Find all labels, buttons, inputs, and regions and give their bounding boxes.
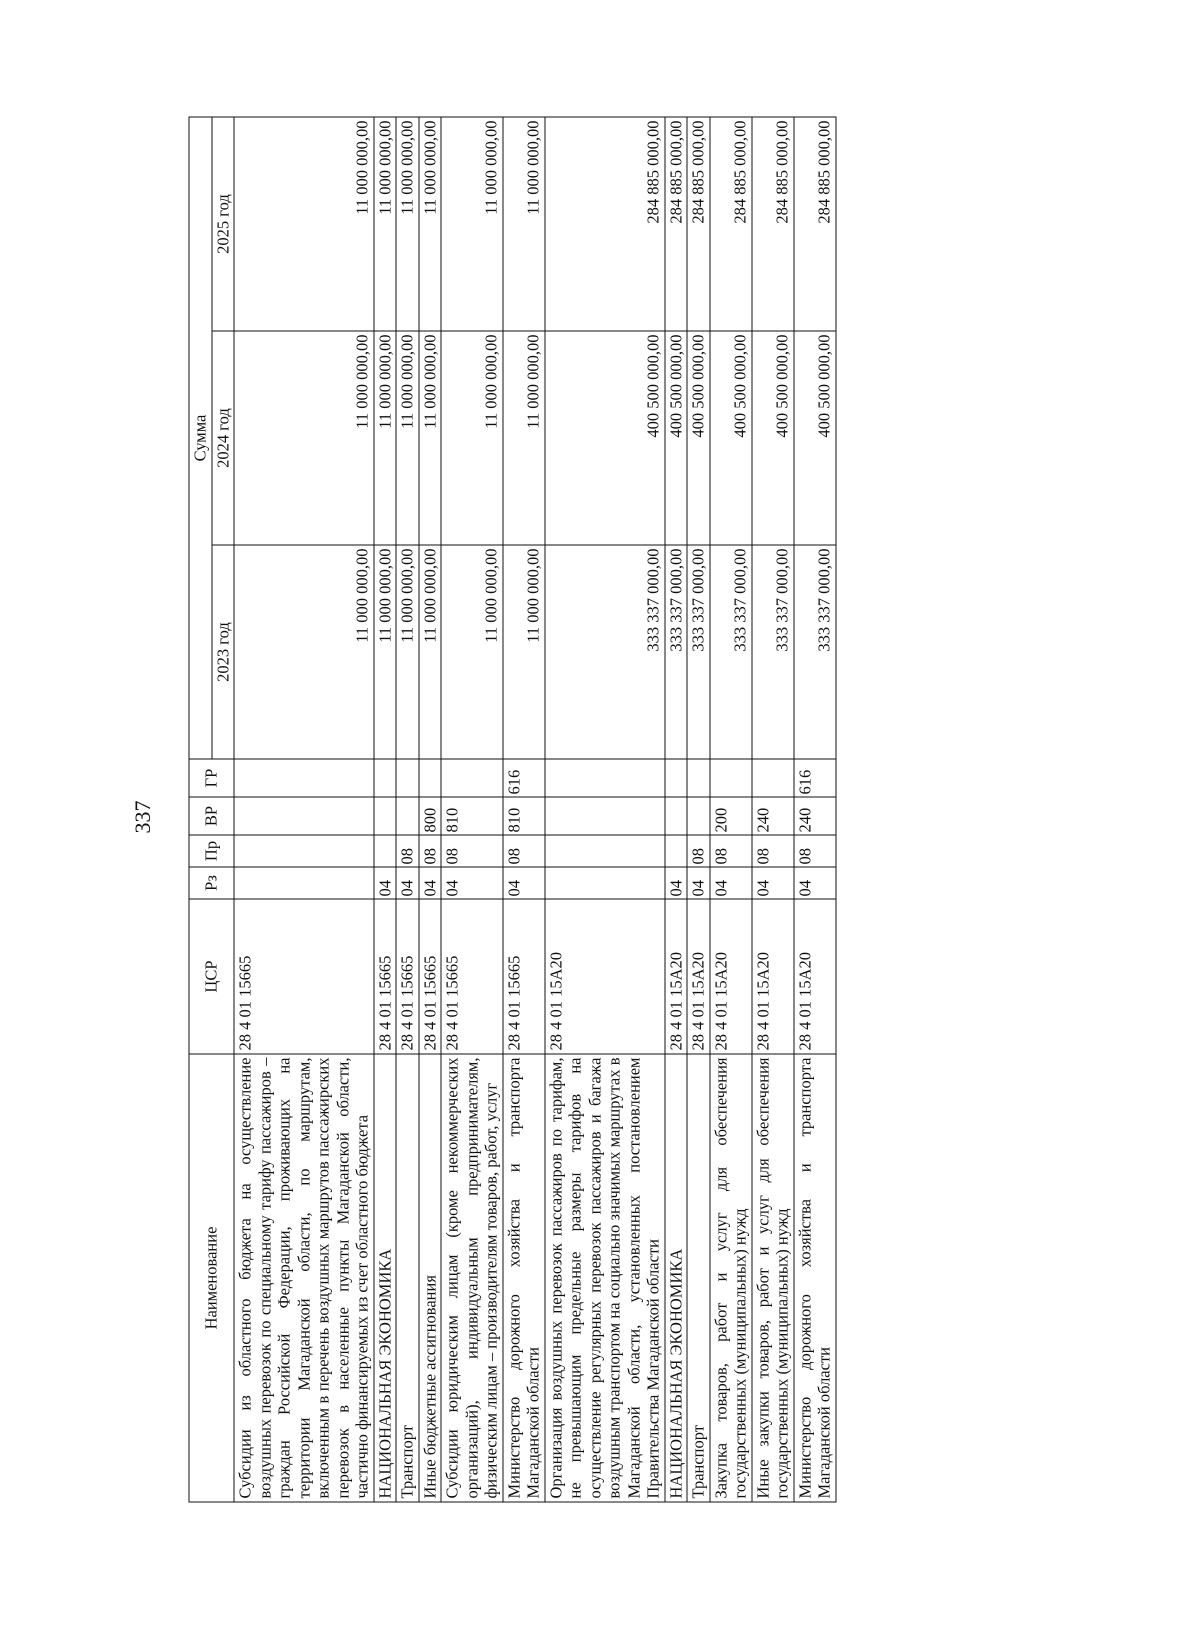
row-vr: 200 [709, 797, 751, 835]
row-csr: 28 4 01 15665 [373, 899, 396, 1054]
row-2023: 11 000 000,00 [396, 545, 419, 759]
row-pr: 08 [793, 835, 835, 867]
row-name: Иные бюджетные ассигнования [418, 1054, 441, 1502]
row-2024: 11 000 000,00 [396, 331, 419, 545]
row-vr [234, 797, 374, 835]
row-rz: 04 [709, 867, 751, 899]
row-csr: 28 4 01 15А20 [793, 899, 835, 1054]
row-gr [544, 759, 664, 797]
table-row [502, 117, 544, 1502]
row-rz: 04 [793, 867, 835, 899]
row-gr [234, 759, 374, 797]
row-pr: 08 [502, 835, 544, 867]
row-pr [664, 835, 687, 867]
page-number: 337 [130, 800, 155, 834]
row-2024: 400 500 000,00 [544, 331, 664, 545]
table-row [418, 117, 441, 1502]
row-pr [373, 835, 396, 867]
row-2024: 400 500 000,00 [793, 331, 835, 545]
row-vr: 810 [502, 797, 544, 835]
header-name: Наименование [189, 1054, 234, 1502]
row-name: Транспорт [396, 1054, 419, 1502]
row-2025: 284 885 000,00 [751, 117, 793, 331]
row-2024: 400 500 000,00 [687, 331, 710, 545]
row-pr: 08 [418, 835, 441, 867]
table-row [687, 117, 710, 1502]
row-2024: 11 000 000,00 [441, 331, 503, 545]
row-2023: 11 000 000,00 [441, 545, 503, 759]
row-name: Субсидии юридическим лицам (кроме некоммерческих организаций), индивидуальным предпринимателям, физическим лицам – производителям товаров, работ, услуг [441, 1054, 503, 1502]
row-pr: 08 [441, 835, 503, 867]
row-2023: 11 000 000,00 [502, 545, 544, 759]
header-vr: ВР [189, 797, 234, 835]
row-vr [664, 797, 687, 835]
row-pr [234, 835, 374, 867]
row-2023: 11 000 000,00 [234, 545, 374, 759]
row-2025: 284 885 000,00 [664, 117, 687, 331]
table-row [234, 117, 374, 1502]
table-row [544, 117, 664, 1502]
row-2024: 400 500 000,00 [709, 331, 751, 545]
row-rz: 04 [396, 867, 419, 899]
row-pr: 08 [687, 835, 710, 867]
row-2025: 11 000 000,00 [418, 117, 441, 331]
row-2024: 400 500 000,00 [751, 331, 793, 545]
table-row [709, 117, 751, 1502]
table-row [396, 117, 419, 1502]
row-name: Субсидии из областного бюджета на осуществление воздушных перевозок по специальному тарифу пассажиров – граждан Российской Федерации, проживающих на территории Магаданской области, по маршрутам, включенным в перечень воздушных маршрутов пассажирских перевозок в населенные пункты Магаданской области, частично финансируемых из счет областного бюджета [234, 1054, 374, 1502]
row-gr [687, 759, 710, 797]
row-name: НАЦИОНАЛЬНАЯ ЭКОНОМИКА [664, 1054, 687, 1502]
row-rz: 04 [502, 867, 544, 899]
row-2023: 333 337 000,00 [793, 545, 835, 759]
row-2023: 333 337 000,00 [687, 545, 710, 759]
row-2025: 284 885 000,00 [709, 117, 751, 331]
row-vr: 240 [751, 797, 793, 835]
table-row [441, 117, 503, 1502]
header-csr: ЦСР [189, 899, 234, 1054]
row-vr [687, 797, 710, 835]
row-2024: 11 000 000,00 [418, 331, 441, 545]
row-name: Закупка товаров, работ и услуг для обеспечения государственных (муниципальных) нужд [709, 1054, 751, 1502]
row-2024: 11 000 000,00 [373, 331, 396, 545]
row-vr: 810 [441, 797, 503, 835]
row-2024: 400 500 000,00 [664, 331, 687, 545]
row-vr [396, 797, 419, 835]
header-gr: ГР [189, 759, 234, 797]
row-gr: 616 [793, 759, 835, 797]
row-csr: 28 4 01 15А20 [664, 899, 687, 1054]
row-csr: 28 4 01 15665 [418, 899, 441, 1054]
header-sum: Сумма [189, 117, 212, 759]
row-rz: 04 [418, 867, 441, 899]
row-gr [751, 759, 793, 797]
row-name: НАЦИОНАЛЬНАЯ ЭКОНОМИКА [373, 1054, 396, 1502]
row-2025: 11 000 000,00 [502, 117, 544, 331]
budget-table-container [188, 118, 1058, 1503]
row-name: Транспорт [687, 1054, 710, 1502]
row-pr: 08 [709, 835, 751, 867]
row-rz: 04 [441, 867, 503, 899]
header-2023: 2023 год [211, 545, 234, 759]
row-pr [544, 835, 664, 867]
row-2025: 11 000 000,00 [373, 117, 396, 331]
row-gr [709, 759, 751, 797]
row-2025: 11 000 000,00 [396, 117, 419, 331]
row-2023: 333 337 000,00 [544, 545, 664, 759]
row-2025: 11 000 000,00 [441, 117, 503, 331]
row-gr [664, 759, 687, 797]
row-csr: 28 4 01 15А20 [709, 899, 751, 1054]
row-csr: 28 4 01 15665 [234, 899, 374, 1054]
row-2025: 284 885 000,00 [544, 117, 664, 331]
row-2023: 333 337 000,00 [664, 545, 687, 759]
header-2025: 2025 год [211, 117, 234, 331]
row-2023: 11 000 000,00 [418, 545, 441, 759]
table-row [793, 117, 835, 1502]
row-name: Министерство дорожного хозяйства и транспорта Магаданской области [793, 1054, 835, 1502]
row-rz: 04 [373, 867, 396, 899]
header-pr: Пр [189, 835, 234, 867]
row-2024: 11 000 000,00 [234, 331, 374, 545]
row-gr [396, 759, 419, 797]
row-name: Организация воздушных перевозок пассажиров по тарифам, не превышающим предельные размеры тарифов на осуществление регулярных перевозок пассажиров и багажа воздушным транспортом на социально значимых маршрутах в Магаданской области, установленных постановлением Правительства Магаданской области [544, 1054, 664, 1502]
header-rz: Рз [189, 867, 234, 899]
row-rz [234, 867, 374, 899]
row-rz [544, 867, 664, 899]
row-vr [544, 797, 664, 835]
table-row [664, 117, 687, 1502]
row-2023: 333 337 000,00 [751, 545, 793, 759]
row-rz: 04 [751, 867, 793, 899]
row-pr: 08 [751, 835, 793, 867]
row-name: Министерство дорожного хозяйства и транспорта Магаданской области [502, 1054, 544, 1502]
row-2025: 284 885 000,00 [687, 117, 710, 331]
table-row [751, 117, 793, 1502]
row-rz: 04 [664, 867, 687, 899]
row-csr: 28 4 01 15А20 [544, 899, 664, 1054]
row-gr [441, 759, 503, 797]
row-csr: 28 4 01 15665 [502, 899, 544, 1054]
row-vr [373, 797, 396, 835]
row-2024: 11 000 000,00 [502, 331, 544, 545]
table-row [373, 117, 396, 1502]
row-gr [373, 759, 396, 797]
row-2023: 333 337 000,00 [709, 545, 751, 759]
row-pr: 08 [396, 835, 419, 867]
row-gr: 616 [502, 759, 544, 797]
row-rz: 04 [687, 867, 710, 899]
budget-table [188, 116, 836, 1502]
row-2023: 11 000 000,00 [373, 545, 396, 759]
row-csr: 28 4 01 15665 [441, 899, 503, 1054]
row-csr: 28 4 01 15665 [396, 899, 419, 1054]
row-2025: 284 885 000,00 [793, 117, 835, 331]
row-2025: 11 000 000,00 [234, 117, 374, 331]
row-vr: 800 [418, 797, 441, 835]
row-vr: 240 [793, 797, 835, 835]
row-gr [418, 759, 441, 797]
header-2024: 2024 год [211, 331, 234, 545]
row-csr: 28 4 01 15А20 [687, 899, 710, 1054]
row-name: Иные закупки товаров, работ и услуг для обеспечения государственных (муниципальных) нужд [751, 1054, 793, 1502]
row-csr: 28 4 01 15А20 [751, 899, 793, 1054]
